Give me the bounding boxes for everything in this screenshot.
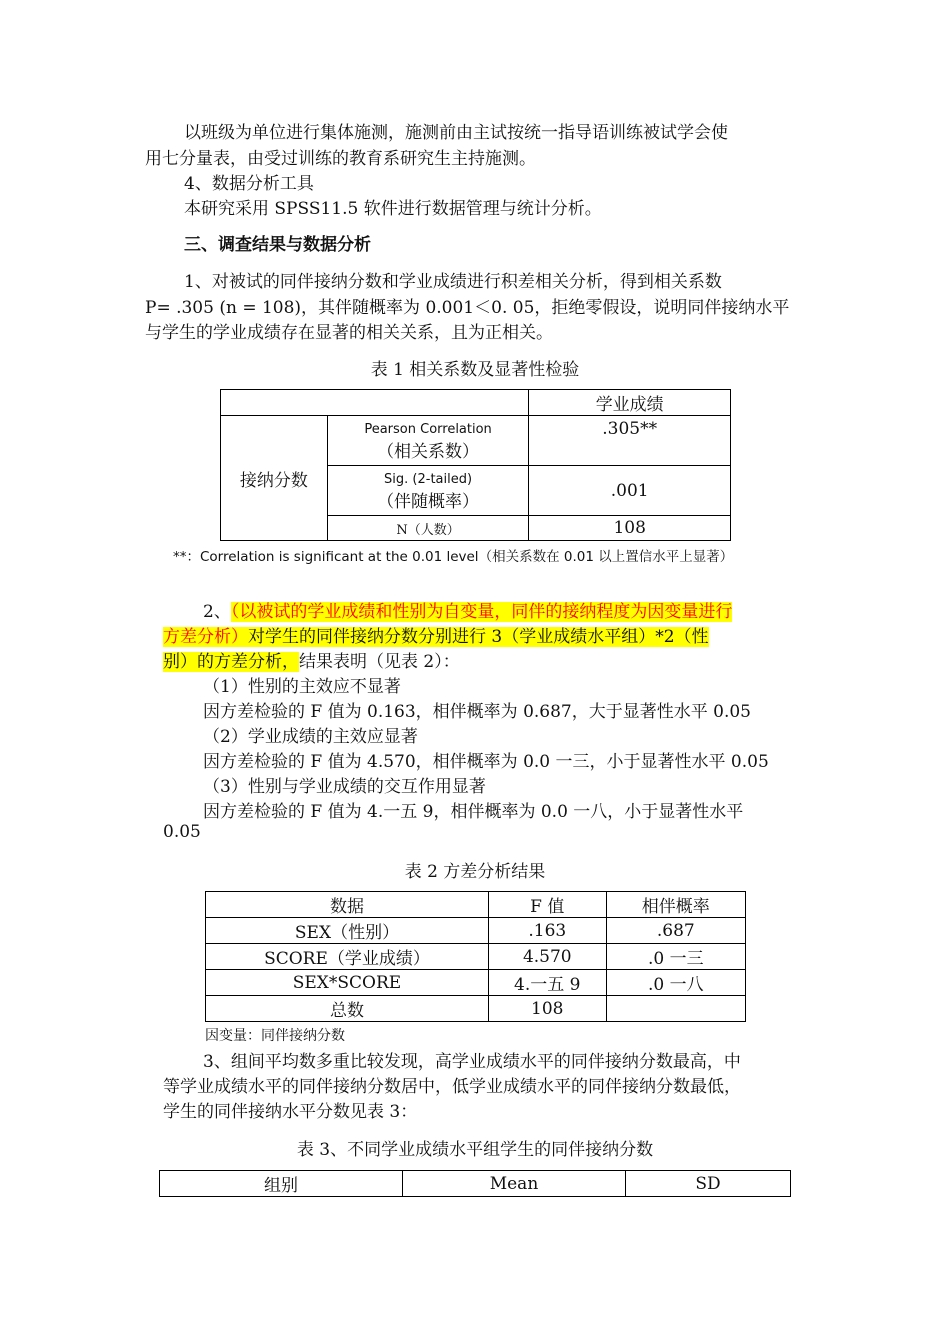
- highlighted-text: 对学生的同伴接纳分数分别进行 3（学业成绩水平组）*2（性: [248, 627, 709, 647]
- list-item-detail: 0.05: [163, 822, 201, 842]
- table-header-cell: 组别: [160, 1171, 403, 1197]
- table-cell: SEX（性别）: [206, 918, 489, 944]
- plain-text: 结果表明（见表 2）：: [299, 652, 460, 672]
- list-item-detail: 因方差检验的 F 值为 4.570，相伴概率为 0.0 一三，小于显著性水平 0.05: [203, 752, 769, 772]
- paragraph-line: 1、对被试的同伴接纳分数和学业成绩进行积差相关分析，得到相关系数: [184, 272, 722, 292]
- paragraph-line: 学生的同伴接纳水平分数见表 3：: [163, 1102, 418, 1122]
- table-row: [206, 970, 746, 996]
- sig-label-cell: [327, 466, 529, 516]
- list-item-detail: 因方差检验的 F 值为 0.163，相伴概率为 0.687，大于显著性水平 0.05: [203, 702, 751, 722]
- table-cell: .163: [488, 918, 606, 944]
- table-cell: 4.570: [488, 944, 606, 970]
- paragraph-line: [203, 597, 732, 622]
- table-note: 因变量：同伴接纳分数: [205, 1028, 345, 1044]
- correlation-table: [220, 389, 731, 541]
- list-item: （2）学业成绩的主效应显著: [203, 727, 418, 747]
- paragraph-line: 以班级为单位进行集体施测，施测前由主试按统一指导语训练被试学会使: [184, 123, 728, 143]
- list-item-detail: 因方差检验的 F 值为 4.一五 9，相伴概率为 0.0 一八，小于显著性水平: [203, 802, 744, 822]
- table-cell: .0 一三: [606, 944, 745, 970]
- pearson-label-cell: [327, 416, 529, 466]
- table-row: [206, 996, 746, 1022]
- table-row: [206, 918, 746, 944]
- table-footnote: **：Correlation is significant at the 0.01 level（相关系数在 0.01 以上置信水平上显著）: [173, 549, 734, 565]
- sig-value-cell: .001: [529, 466, 731, 516]
- table-header-cell: Mean: [403, 1171, 626, 1197]
- paragraph-line: 与学生的学业成绩存在显著的相关关系，且为正相关。: [145, 323, 553, 343]
- anova-table: [205, 891, 746, 1022]
- table-row: [206, 944, 746, 970]
- subheading: 4、数据分析工具: [184, 174, 314, 194]
- table-caption: 表 3、不同学业成绩水平组学生的同伴接纳分数: [296, 1140, 654, 1160]
- paragraph-line: 3、组间平均数多重比较发现，高学业成绩水平的同伴接纳分数最高，中: [203, 1052, 741, 1072]
- table-caption: 表 2 方差分析结果: [404, 862, 546, 882]
- paragraph-line: [163, 647, 460, 672]
- table-cell: [606, 996, 745, 1022]
- table-header-cell: 数据: [206, 892, 489, 918]
- table-header-cell: SD: [626, 1171, 791, 1197]
- table-cell: SCORE（学业成绩）: [206, 944, 489, 970]
- table-caption: 表 1 相关系数及显著性检验: [370, 360, 580, 380]
- pearson-value-cell: .305**: [529, 416, 731, 466]
- paragraph-line: 本研究采用 SPSS11.5 软件进行数据管理与统计分析。: [184, 199, 602, 219]
- table-header-cell: F 值: [488, 892, 606, 918]
- paragraph-line: 等学业成绩水平的同伴接纳分数居中，低学业成绩水平的同伴接纳分数最低，: [163, 1077, 741, 1097]
- list-item: （1）性别的主效应不显著: [203, 677, 401, 697]
- table-cell: 总数: [206, 996, 489, 1022]
- table-header-cell: 学业成绩: [529, 390, 731, 416]
- paragraph-line: P= .305 (n = 108)，其伴随概率为 0.001＜0. 05，拒绝零假设，说明同伴接纳水平: [145, 298, 790, 318]
- table-cell-empty: [221, 390, 529, 416]
- table-cell: .0 一八: [606, 970, 745, 996]
- row-label-cell: 接纳分数: [221, 416, 328, 541]
- highlighted-text: 别）的方差分析，: [163, 652, 299, 672]
- group-means-table: [159, 1170, 791, 1197]
- paragraph-line: 用七分量表，由受过训练的教育系研究生主持施测。: [145, 149, 536, 169]
- item-number: 2、: [203, 602, 231, 622]
- table-header-cell: 相伴概率: [606, 892, 745, 918]
- table-cell: .687: [606, 918, 745, 944]
- pearson-label-en: Pearson Correlation: [364, 421, 492, 437]
- sig-label-cn: （伴随概率）: [377, 491, 480, 512]
- table-cell: 4.一五 9: [488, 970, 606, 996]
- pearson-label-cn: （相关系数）: [377, 441, 480, 462]
- list-item: （3）性别与学业成绩的交互作用显著: [203, 777, 486, 797]
- sig-label-en: Sig. (2-tailed): [384, 471, 473, 487]
- highlighted-text: 方差分析）: [163, 627, 248, 647]
- paragraph-line: [163, 622, 709, 647]
- n-value-cell: 108: [529, 516, 731, 541]
- table-cell: SEX*SCORE: [206, 970, 489, 996]
- highlighted-text: （以被试的学业成绩和性别为自变量，同伴的接纳程度为因变量进行: [230, 602, 733, 622]
- table-cell: 108: [488, 996, 606, 1022]
- section-heading: 三、调查结果与数据分析: [184, 235, 371, 255]
- n-label-cell: N（人数）: [327, 516, 529, 541]
